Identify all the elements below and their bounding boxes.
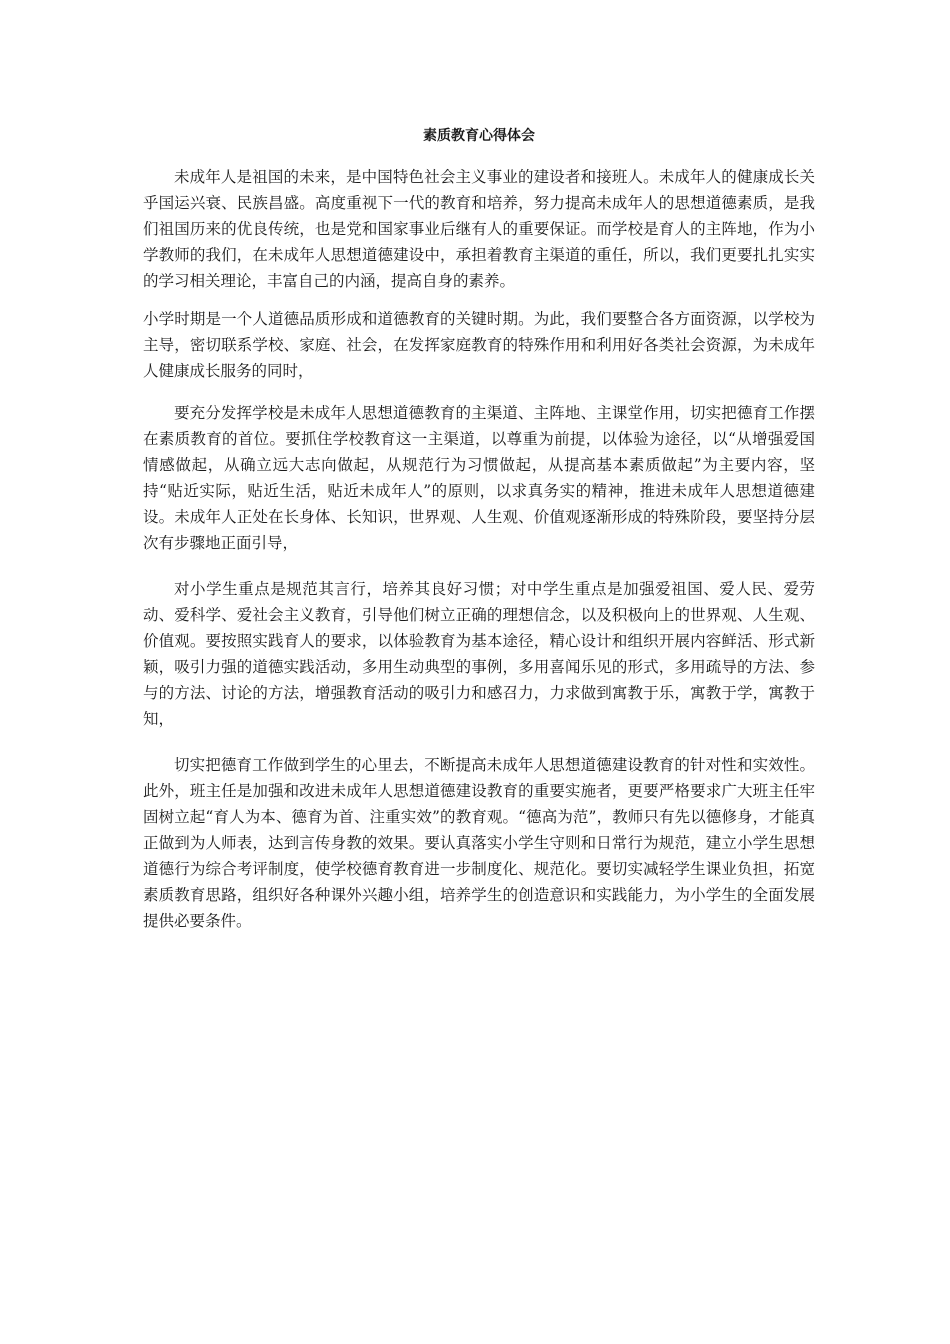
document-page [143,126,815,934]
paragraph-1: 未成年人是祖国的未来，是中国特色社会主义事业的建设者和接班人。未成年人的健康成长关乎国运兴衰、民族昌盛。高度重视下一代的教育和培养，努力提高未成年人的思想道德素质，是我们祖国历来的优良传统，也是党和国家事业后继有人的重要保证。而学校是育人的主阵地，作为小学教师的我们，在未成年人思想道德建设中，承担着教育主渠道的重任，所以，我们更要扎扎实实的学习相关理论，丰富自己的内涵，提高自身的素养。 [143,168,815,290]
paragraph-2: 小学时期是一个人道德品质形成和道德教育的关键时期。为此，我们要整合各方面资源，以学校为主导，密切联系学校、家庭、社会，在发挥家庭教育的特殊作用和利用好各类社会资源，为未成年人健康成长服务的同时， [143,310,815,380]
document-title: 素质教育心得体会 [423,128,535,144]
paragraph-5: 切实把德育工作做到学生的心里去，不断提高未成年人思想道德建设教育的针对性和实效性。此外，班主任是加强和改进未成年人思想道德建设教育的重要实施者，更要严格要求广大班主任牢固树立起“育人为本、德育为首、注重实效”的教育观。“德高为范”，教师只有先以德修身，才能真正做到为人师表，达到言传身教的效果。要认真落实小学生守则和日常行为规范，建立小学生思想道德行为综合考评制度，使学校德育教育进一步制度化、规范化。要切实减轻学生课业负担，拓宽素质教育思路，组织好各种课外兴趣小组，培养学生的创造意识和实践能力，为小学生的全面发展提供必要条件。 [143,756,815,930]
paragraph-3: 要充分发挥学校是未成年人思想道德教育的主渠道、主阵地、主课堂作用，切实把德育工作摆在素质教育的首位。要抓住学校教育这一主渠道，以尊重为前提，以体验为途径，以“从增强爱国情感做起，从确立远大志向做起，从规范行为习惯做起，从提高基本素质做起”为主要内容，坚持“贴近实际，贴近生活，贴近未成年人”的原则，以求真务实的精神，推进未成年人思想道德建设。未成年人正处在长身体、长知识，世界观、人生观、价值观逐渐形成的特殊阶段，要坚持分层次有步骤地正面引导， [143,404,815,552]
paragraph-4: 对小学生重点是规范其言行，培养其良好习惯；对中学生重点是加强爱祖国、爱人民、爱劳动、爱科学、爱社会主义教育，引导他们树立正确的理想信念，以及积极向上的世界观、人生观、价值观。要按照实践育人的要求，以体验教育为基本途径，精心设计和组织开展内容鲜活、形式新颖，吸引力强的道德实践活动，多用生动典型的事例，多用喜闻乐见的形式，多用疏导的方法、参与的方法、讨论的方法，增强教育活动的吸引力和感召力，力求做到寓教于乐，寓教于学，寓教于知， [143,580,815,728]
